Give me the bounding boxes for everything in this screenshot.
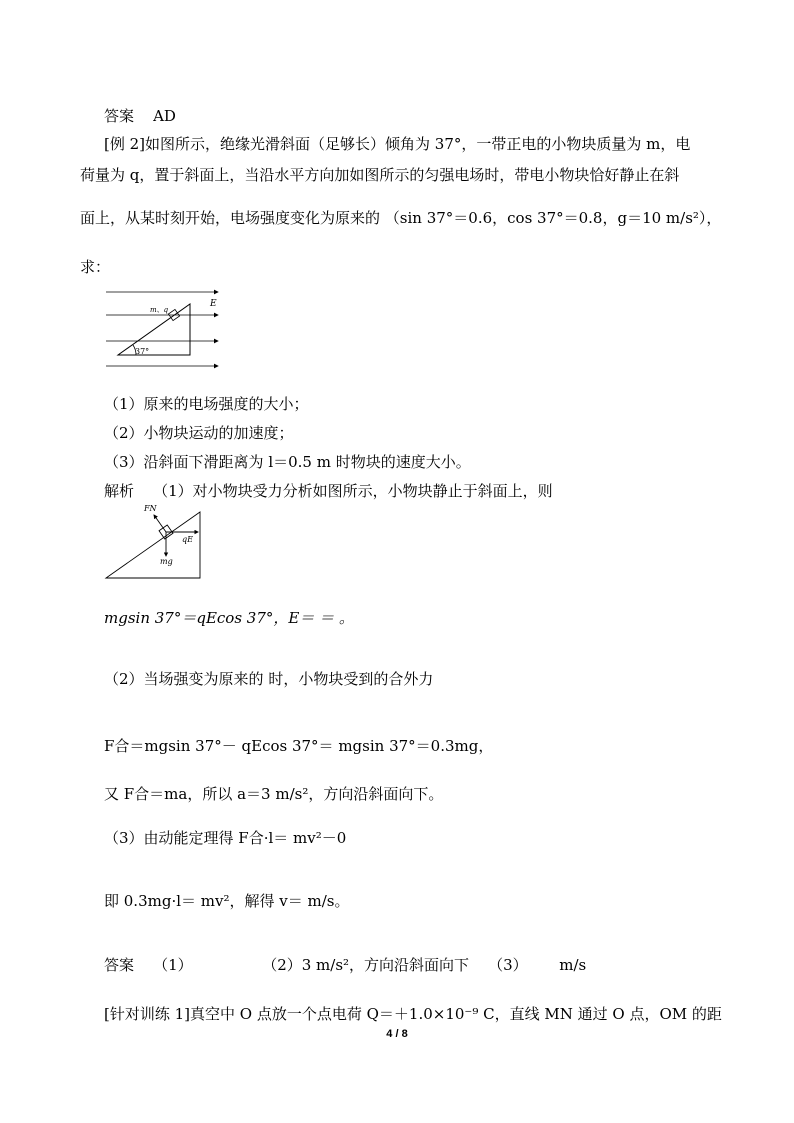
- normal-force-arrow: [154, 515, 166, 532]
- analysis-intro: [104, 481, 553, 501]
- normal-force-label: FN: [144, 504, 157, 513]
- analysis-part-3: （3）由动能定理得 F合·l＝ mv²－0: [104, 829, 347, 847]
- answer-value: AD: [153, 107, 176, 125]
- example2-line-3: 面上，从某时刻开始，电场强度变化为原来的 （sin 37°＝0.6，cos 37°＝0.8，g＝10 m/s²），: [80, 209, 722, 227]
- answer2-part-2: （2）3 m/s²，方向沿斜面向下: [262, 956, 470, 974]
- incline-triangle-2: [106, 512, 200, 578]
- example2-line-1: [例 2]如图所示，绝缘光滑斜面（足够长）倾角为 37°，一带正电的小物块质量为 m，电: [104, 135, 691, 153]
- force-diagram-figure: [104, 502, 204, 582]
- analysis-intro-text: （1）对小物块受力分析如图所示，小物块静止于斜面上，则: [153, 482, 553, 500]
- incline-field-figure: [104, 286, 229, 372]
- angle-label: 37°: [135, 347, 150, 356]
- example2-line-4: 求：: [80, 258, 111, 276]
- example2-line-2: 荷量为 q，置于斜面上，当沿水平方向加如图所示的匀强电场时，带电小物块恰好静止在斜: [80, 166, 680, 184]
- block-label: m、q: [150, 306, 169, 314]
- answer-label: 答案: [104, 107, 135, 125]
- answer2-unit: m/s: [559, 956, 587, 974]
- answer2-part-1: （1）: [153, 956, 193, 974]
- analysis-eq-4: 即 0.3mg·l＝ mv²，解得 v＝ m/s。: [104, 892, 350, 910]
- question-1: （1）原来的电场强度的大小；: [104, 395, 309, 413]
- gravity-label: mg: [160, 557, 173, 566]
- answer2-part-3: （3）: [488, 956, 528, 974]
- question-3: （3）沿斜面下滑距离为 l＝0.5 m 时物块的速度大小。: [104, 453, 471, 471]
- analysis-label: 解析: [104, 482, 135, 500]
- analysis-eq-3: 又 F合＝ma，所以 a＝3 m/s²，方向沿斜面向下。: [104, 785, 444, 803]
- analysis-eq-2: F合＝mgsin 37°－ qEcos 37°＝ mgsin 37°＝0.3mg，: [104, 737, 494, 755]
- electric-force-label: qE: [182, 535, 193, 544]
- answer-line-1: [104, 106, 176, 126]
- analysis-eq-1: mgsin 37°＝qEcos 37°，E＝ ＝ 。: [104, 609, 354, 627]
- field-label: E: [210, 299, 217, 309]
- training-line: [针对训练 1]真空中 O 点放一个点电荷 Q＝＋1.0×10⁻⁹ C，直线 MN 通过 O 点，OM 的距: [104, 1005, 722, 1023]
- answer-line-2: [104, 955, 586, 975]
- question-2: （2）小物块运动的加速度；: [104, 424, 294, 442]
- analysis-part-2: （2）当场强变为原来的 时，小物块受到的合外力: [104, 670, 434, 688]
- page-number: 4 / 8: [386, 1028, 408, 1040]
- answer2-label: 答案: [104, 956, 135, 974]
